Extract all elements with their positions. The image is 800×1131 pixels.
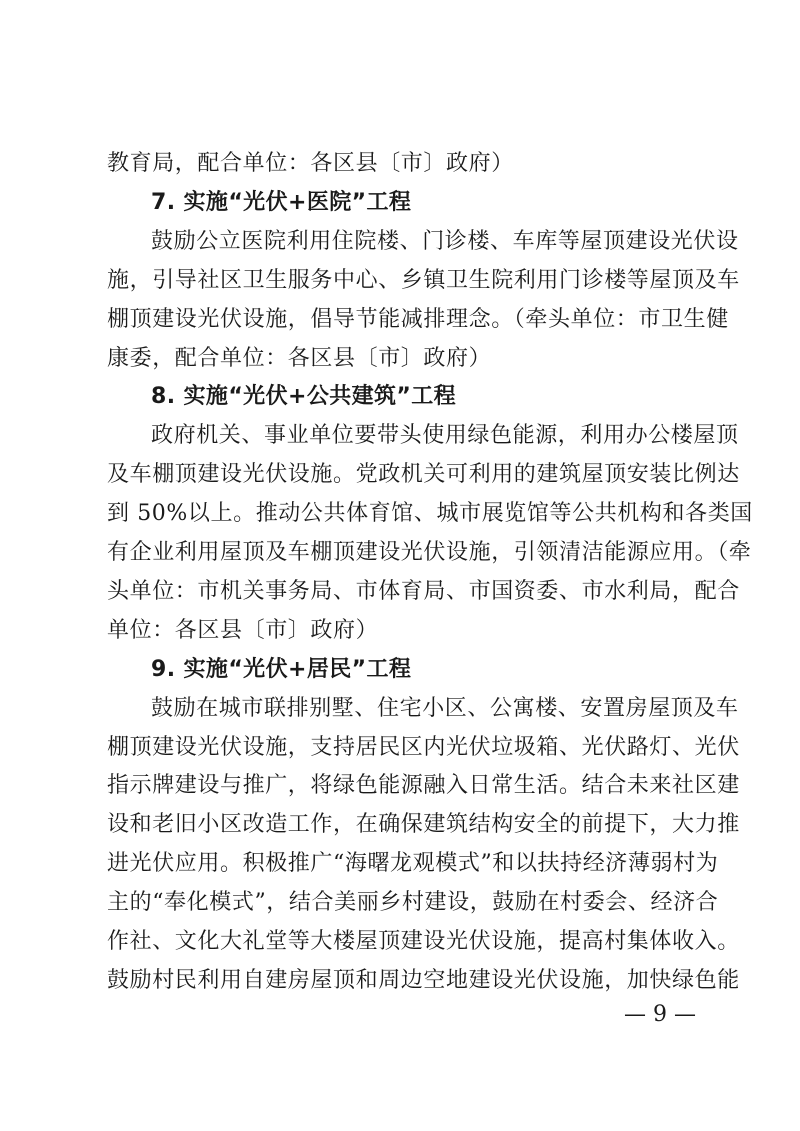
paragraph-line: 有企业利用屋顶及车棚顶建设光伏设施，引领清洁能源应用。（牵 (107, 540, 752, 565)
paragraph-line: 作社、文化大礼堂等大楼屋顶建设光伏设施，提高村集体收入。 (107, 929, 740, 954)
paragraph-line: 设和老旧小区改造工作，在确保建筑结构安全的前提下，大力推 (107, 812, 740, 838)
paragraph-line: 头单位：市机关事务局、市体育局、市国资委、市水利局，配合 (107, 578, 740, 604)
paragraph-line: 棚顶建设光伏设施，倡导节能减排理念。（牵头单位：市卫生健 (107, 306, 729, 332)
paragraph-line: 鼓励在城市联排别墅、住宅小区、公寓楼、安置房屋顶及车 (151, 695, 739, 721)
paragraph-line: 棚顶建设光伏设施，支持居民区内光伏垃圾箱、光伏路灯、光伏 (107, 734, 740, 760)
paragraph-line: 到 50%以上。推动公共体育馆、城市展览馆等公共机构和各类国 (107, 501, 753, 527)
paragraph-line: 鼓励公立医院利用住院楼、门诊楼、车库等屋顶建设光伏设 (151, 228, 739, 254)
paragraph-line: 教育局，配合单位：各区县〔市〕政府） (107, 151, 514, 176)
paragraph-line: 主的“奉化模式”，结合美丽乡村建设，鼓励在村委会、经济合 (107, 890, 719, 916)
paragraph-line: 施，引导社区卫生服务中心、乡镇卫生院利用门诊楼等屋顶及车 (107, 267, 740, 293)
page-number: — 9 — (624, 1002, 696, 1027)
paragraph-line: 康委，配合单位：各区县〔市〕政府） (107, 345, 492, 371)
paragraph-line: 指示牌建设与推广，将绿色能源融入日常生活。结合未来社区建 (107, 773, 740, 799)
paragraph-line: 单位：各区县〔市〕政府） (107, 617, 379, 643)
section-heading: 8. 实施“光伏+公共建筑”工程 (151, 384, 457, 410)
section-heading: 7. 实施“光伏+医院”工程 (151, 189, 412, 215)
section-heading: 9. 实施“光伏+居民”工程 (151, 656, 412, 682)
paragraph-line: 及车棚顶建设光伏设施。党政机关可利用的建筑屋顶安装比例达 (107, 462, 740, 488)
paragraph-line: 鼓励村民利用自建房屋顶和周边空地建设光伏设施，加快绿色能 (107, 967, 740, 993)
paragraph-line: 进光伏应用。积极推广“海曙龙观模式”和以扶持经济薄弱村为 (107, 851, 719, 877)
paragraph-line: 政府机关、事业单位要带头使用绿色能源，利用办公楼屋顶 (151, 423, 739, 449)
